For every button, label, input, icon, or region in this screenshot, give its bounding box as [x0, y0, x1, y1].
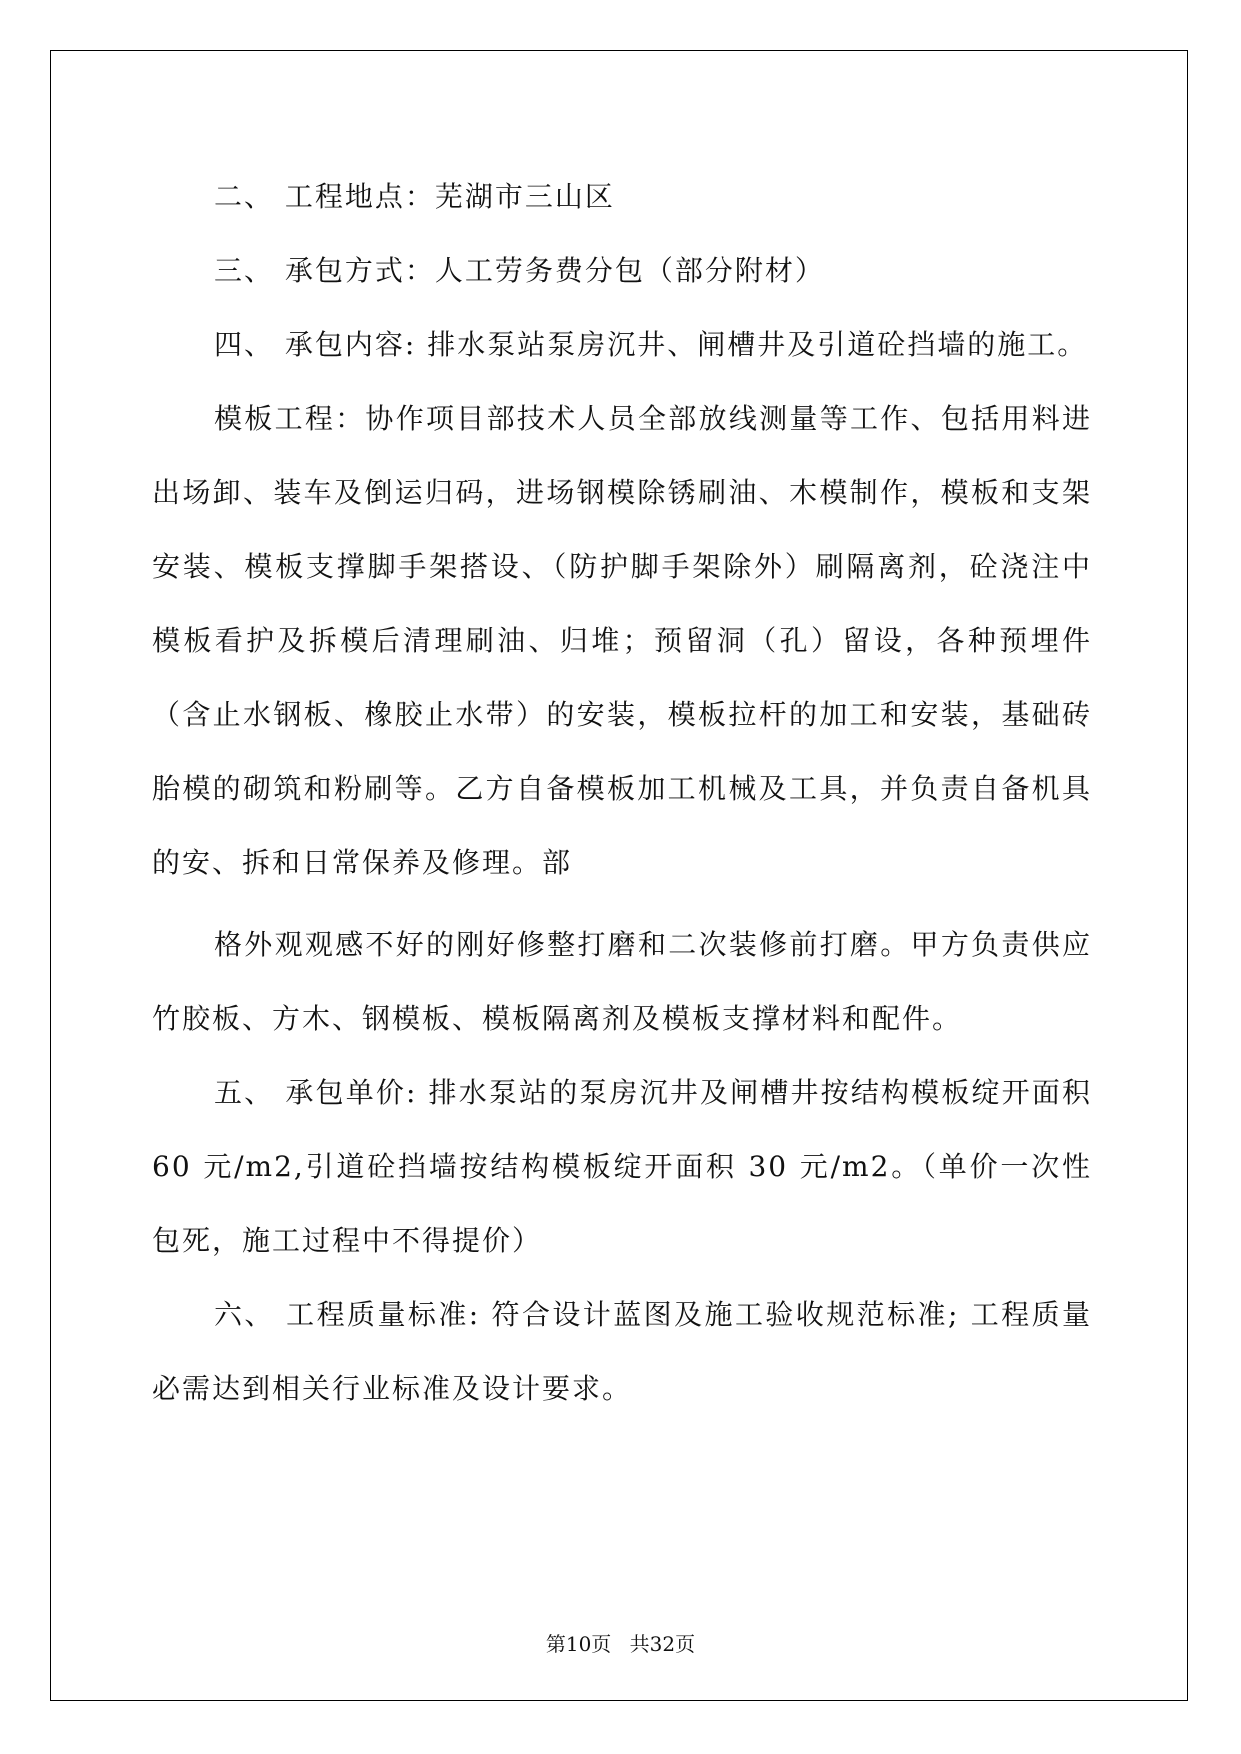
page-number: 第10页 [545, 1632, 612, 1656]
paragraph-formwork: 模板工程：协作项目部技术人员全部放线测量等工作、包括用料进出场卸、装车及倒运归码，进场钢模除锈刷油、木模制作，模板和支架安装、模板支撑脚手架搭设、（防护脚手架除外）刷隔离剂，砼浇注中模板看护及拆模后清理刷油、归堆；预留洞（孔）留设，各种预埋件（含止水钢板、橡胶止水带）的安装，模板拉杆的加工和安装，基础砖胎模的砌筑和粉刷等。乙方自备模板加工机械及工具，并负责自备机具的安、拆和日常保养及修理。部 [152, 402, 1092, 879]
paragraph-contract-content: 四、 承包内容: 排水泵站泵房沉井、闸槽井及引道砼挡墙的施工。 [214, 328, 1088, 361]
page-footer [0, 1628, 1241, 1657]
paragraph-location: 二、 工程地点：芜湖市三山区 [214, 180, 615, 213]
paragraph-appearance: 格外观观感不好的刚好修整打磨和二次装修前打磨。甲方负责供应竹胶板、方木、钢模板、模板隔离剂及模板支撑材料和配件。 [152, 928, 1092, 1035]
document-body [152, 160, 1092, 1426]
paragraph-unit-price: 五、 承包单价: 排水泵站的泵房沉井及闸槽井按结构模板绽开面积 60 元/m2,引道砼挡墙按结构模板绽开面积 30 元/m2。（单价一次性包死，施工过程中不得提价） [152, 1076, 1092, 1257]
page-total: 共32页 [629, 1632, 696, 1656]
paragraph-quality-standard: 六、 工程质量标准: 符合设计蓝图及施工验收规范标准; 工程质量必需达到相关行业标准及设计要求。 [152, 1298, 1092, 1405]
paragraph-contract-method: 三、 承包方式：人工劳务费分包（部分附材） [214, 254, 825, 287]
